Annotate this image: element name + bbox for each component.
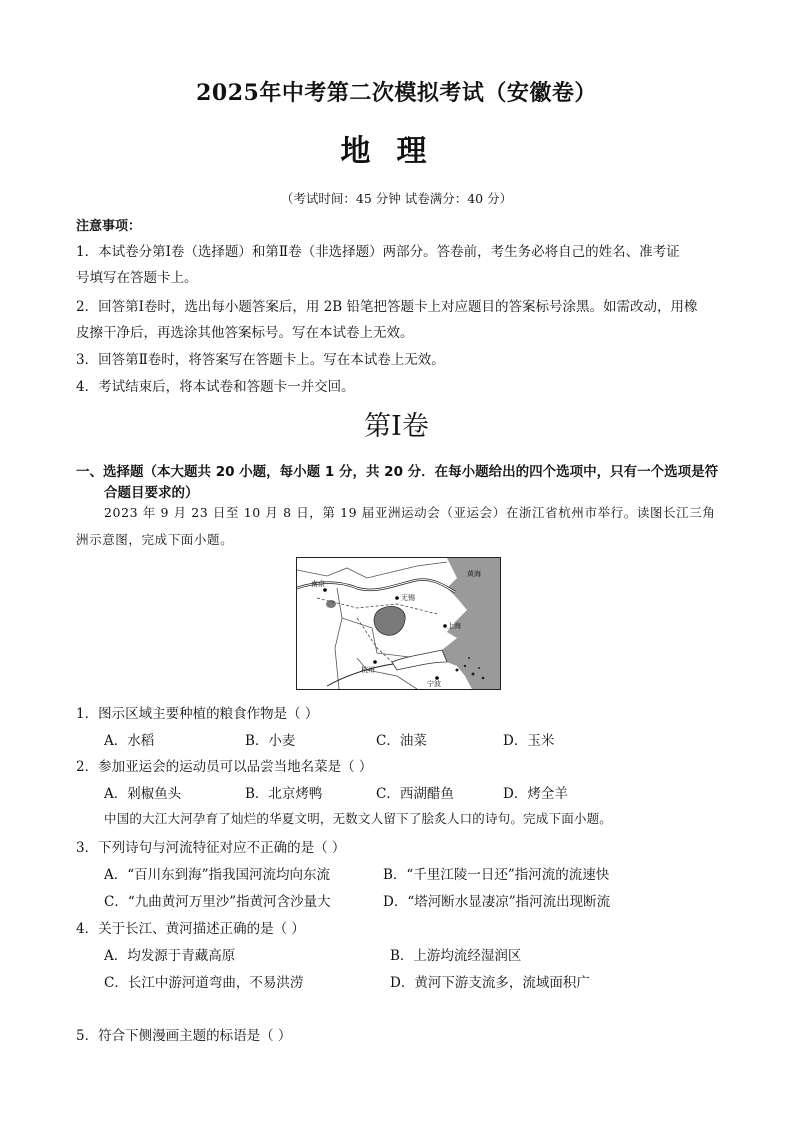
question-2-stem: 2．参加亚运会的运动员可以品尝当地名菜是（ ） <box>76 759 373 775</box>
notice-line: 1．本试卷分第Ⅰ卷（选择题）和第Ⅱ卷（非选择题）两部分。答卷前，考生务必将自己的姓名、准考证 <box>76 244 680 260</box>
map-label-hangzhou: 杭州 <box>361 666 375 674</box>
q2-option-c: C．西湖醋鱼 <box>376 786 454 802</box>
section-heading: 第Ⅰ卷 <box>364 411 429 442</box>
intro-paragraph-2: 中国的大江大河孕育了灿烂的华夏文明，无数文人留下了脍炙人口的诗句。完成下面小题。 <box>104 811 613 826</box>
intro-paragraph: 2023 年 9 月 23 日至 10 月 8 日，第 19 届亚洲运动会（亚运会）在浙江省杭州市举行。读图长江三角 <box>104 505 716 520</box>
notice-line: 2．回答第Ⅰ卷时，选出每小题答案后，用 2B 铅笔把答题卡上对应题目的答案标号涂黑。如需改动，用橡 <box>76 299 698 315</box>
map-label-wuxi: 无锡 <box>401 594 415 602</box>
exam-info: （考试时间：45 分钟 试卷满分：40 分） <box>280 191 513 206</box>
intro-paragraph-cont: 洲示意图，完成下面小题。 <box>76 532 234 547</box>
notice-line: 4．考试结束后，将本试卷和答题卡一并交回。 <box>76 379 355 395</box>
notice-title: 注意事项： <box>76 219 142 234</box>
q3-option-b: B．“千里江陵一日还”指河流的流速快 <box>383 867 610 883</box>
q1-option-a: A．水稻 <box>104 733 155 749</box>
q4-option-d: D．黄河下游支流多，流域面积广 <box>390 975 590 991</box>
q2-option-a: A．剁椒鱼头 <box>104 786 182 802</box>
q1-option-c: C．油菜 <box>376 733 427 749</box>
map-label-ningbo: 宁波 <box>427 680 441 688</box>
q3-option-c: C．“九曲黄河万里沙”指黄河含沙量大 <box>104 894 331 910</box>
section1-title: 一、选择题（本大题共 20 小题，每小题 1 分，共 20 分．在每小题给出的四个选项中，只有一个选项是符 <box>76 464 719 480</box>
q1-option-b: B．小麦 <box>245 733 296 749</box>
exam-title: 2025年中考第二次模拟考试（安徽卷） <box>196 80 597 106</box>
q4-option-b: B．上游均流经湿润区 <box>390 948 522 964</box>
map-label-nanjing: 南京 <box>311 580 325 588</box>
question-5-stem: 5．符合下侧漫画主题的标语是（ ） <box>76 1028 292 1044</box>
question-3-stem: 3．下列诗句与河流特征对应不正确的是（ ） <box>76 840 346 856</box>
q3-option-a: A．“百川东到海”指我国河流均向东流 <box>104 867 331 883</box>
notice-line: 皮擦干净后，再选涂其他答案标号。写在本试卷上无效。 <box>76 325 414 341</box>
map-label-shanghai: 上海 <box>447 622 461 630</box>
map-label-huanghai: 黄海 <box>467 570 481 578</box>
q2-option-d: D．烤全羊 <box>503 786 568 802</box>
yangtze-delta-map <box>296 557 501 690</box>
notice-line: 号填写在答题卡上。 <box>76 270 198 286</box>
section1-title-cont: 合题目要求的） <box>104 485 199 501</box>
question-4-stem: 4．关于长江、黄河描述正确的是（ ） <box>76 921 305 937</box>
q1-option-d: D．玉米 <box>503 733 555 749</box>
subject-title: 地理 <box>340 134 453 169</box>
question-1-stem: 1．图示区域主要种植的粮食作物是（ ） <box>76 706 319 722</box>
q4-option-c: C．长江中游河道弯曲，不易洪涝 <box>104 975 304 991</box>
q3-option-d: D．“塔河断水显凄凉”指河流出现断流 <box>383 894 611 910</box>
q2-option-b: B．北京烤鸭 <box>245 786 323 802</box>
q4-option-a: A．均发源于青藏高原 <box>104 948 236 964</box>
notice-line: 3．回答第Ⅱ卷时，将答案写在答题卡上。写在本试卷上无效。 <box>76 352 445 368</box>
